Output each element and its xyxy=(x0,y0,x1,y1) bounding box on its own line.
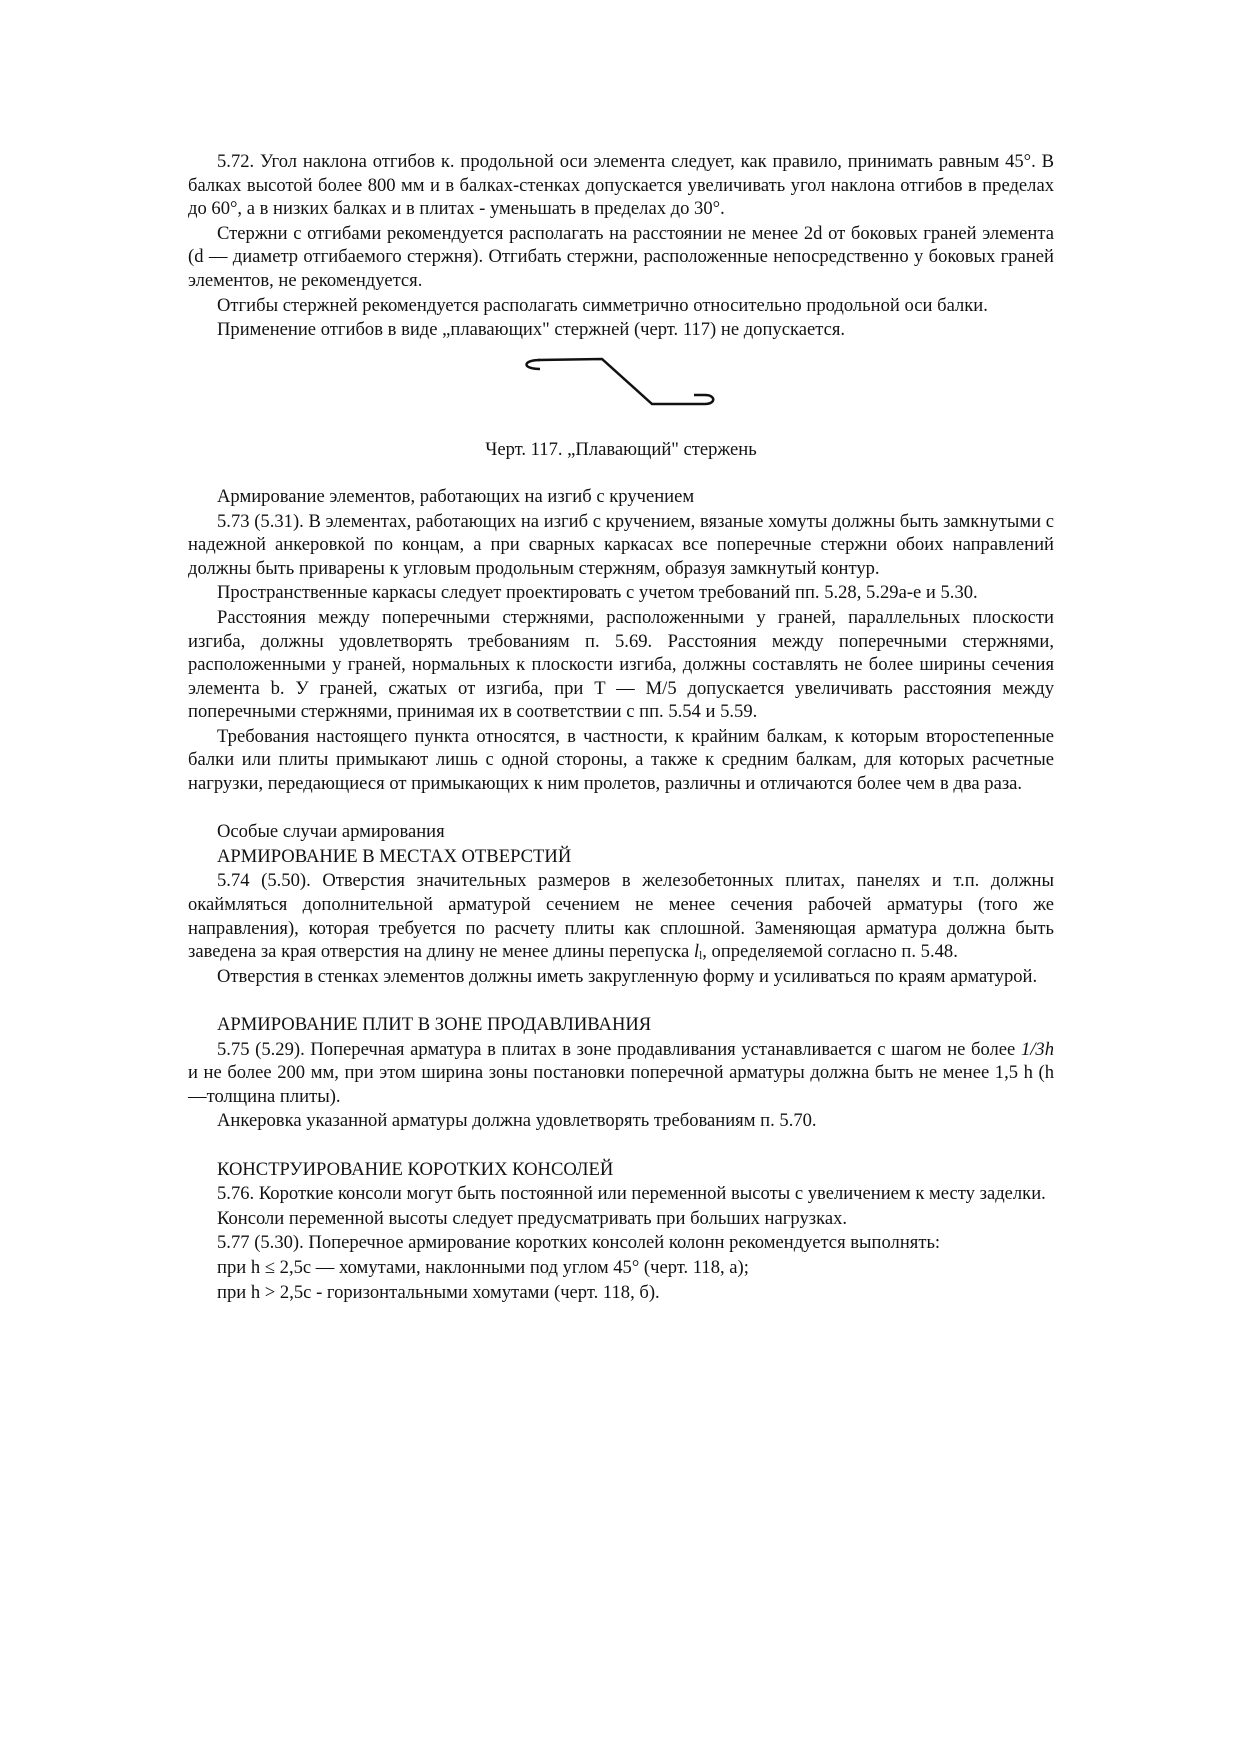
document-page xyxy=(188,150,1054,1305)
paragraph-5-74 xyxy=(188,869,1054,963)
math-expression: 1/3h xyxy=(1020,1038,1054,1060)
section-heading: АРМИРОВАНИЕ ПЛИТ В ЗОНЕ ПРОДАВЛИВАНИЯ xyxy=(217,1014,652,1035)
paragraph: Применение отгибов в виде „плавающих" стержней (черт. 117) не допускается. xyxy=(217,319,846,341)
subscript: l xyxy=(699,950,703,963)
text: 5.74 (5.50). Отверстия значительных размеров в железобетонных плитах, панелях и т.п. должны окаймляться дополнительной арматурой сечением не менее сечения рабочей арматуры (того же направления), которая требуется по расчету плиты как сплошной. Заменяющая арматура должна быть заведена за края отверстия на длину не менее длины перепуска xyxy=(188,870,1054,963)
section-heading: АРМИРОВАНИЕ В МЕСТАХ ОТВЕРСТИЙ xyxy=(217,845,572,867)
paragraph: Отгибы стержней рекомендуется располагать симметрично относительно продольной оси балки. xyxy=(217,294,988,316)
paragraph: Анкеровка указанной арматуры должна удовлетворять требованиям п. 5.70. xyxy=(217,1110,817,1132)
text: , определяемой согласно п. 5.48. xyxy=(702,941,958,963)
paragraph-5-75 xyxy=(188,1038,1054,1109)
paragraph: Требования настоящего пункта относятся, в частности, к крайним балкам, к которым второстепенные балки или плиты примыкают лишь с одной стороны, а также к средним балкам, для которых расчетные нагрузки, передающиеся от примыкающих к ним пролетов, различны и отличаются более чем в два раза. xyxy=(188,725,1054,795)
section-heading: Армирование элементов, работающих на изгиб с кручением xyxy=(217,485,695,507)
paragraph: Пространственные каркасы следует проектировать с учетом требований пп. 5.28, 5.29а-е и 5.30. xyxy=(217,582,978,604)
paragraph: Стержни с отгибами рекомендуется располагать на расстоянии не менее 2d от боковых граней элемента (d — диаметр отгибаемого стержня). Отгибать стержни, расположенные непосредственно у боковых граней элементов, не рекомендуется. xyxy=(188,222,1054,291)
section-heading: КОНСТРУИРОВАНИЕ КОРОТКИХ КОНСОЛЕЙ xyxy=(217,1158,614,1180)
paragraph-5-77: 5.77 (5.30). Поперечное армирование коротких консолей колонн рекомендуется выполнять: xyxy=(217,1232,941,1254)
list-item: при h ≤ 2,5с — хомутами, наклонными под углом 45° (черт. 118, а); xyxy=(217,1256,749,1278)
paragraph-5-72: 5.72. Угол наклона отгибов к. продольной оси элемента следует, как правило, принимать равным 45°. В балках высотой более 800 мм и в балках-стенках допускается увеличивать угол наклона отгибов в пределах до 60°, а в низких балках и в плитах - уменьшать в пределах до 30°. xyxy=(188,151,1054,220)
paragraph: Отверстия в стенках элементов должны иметь закругленную форму и усиливаться по краям арматурой. xyxy=(217,965,1038,987)
paragraph: Расстояния между поперечными стержнями, расположенными у граней, параллельных плоскости изгиба, должны удовлетворять требованиям п. 5.69. Расстояния между поперечными стержнями, расположенными у граней, нормальных к плоскости изгиба, должны составлять не более ширины сечения элемента b. У граней, сжатых от изгиба, при T — M/5 допускается увеличивать расстояния между поперечными стержнями, принимая их в соответствии с пп. 5.54 и 5.59. xyxy=(188,606,1054,723)
list-item: при h > 2,5с - горизонтальными хомутами (черт. 118, б). xyxy=(217,1281,660,1303)
text: и не более 200 мм, при этом ширина зоны постановки поперечной арматуры должна быть не менее 1,5 h (h —толщина плиты). xyxy=(188,1062,1054,1107)
figure-117 xyxy=(188,346,1054,438)
paragraph-5-76: 5.76. Короткие консоли могут быть постоянной или переменной высоты с увеличением к месту заделки. xyxy=(217,1183,1046,1205)
text: 5.75 (5.29). Поперечная арматура в плитах в зоне продавливания устанавливается с шагом не более xyxy=(217,1038,1021,1060)
figure-caption: Черт. 117. „Плавающий" стержень xyxy=(485,438,757,460)
floating-bar-drawing xyxy=(518,348,718,418)
paragraph-5-73: 5.73 (5.31). В элементах, работающих на изгиб с кручением, вязаные хомуты должны быть замкнутыми с надежной анкеровкой по концам, а при сварных каркасах все поперечные стержни обоих направлений должны быть приварены к угловым продольным стержням, образуя замкнутый контур. xyxy=(188,510,1054,579)
math-symbol: l xyxy=(693,941,700,963)
section-heading: Особые случаи армирования xyxy=(217,821,445,843)
paragraph: Консоли переменной высоты следует предусматривать при больших нагрузках. xyxy=(217,1207,848,1229)
